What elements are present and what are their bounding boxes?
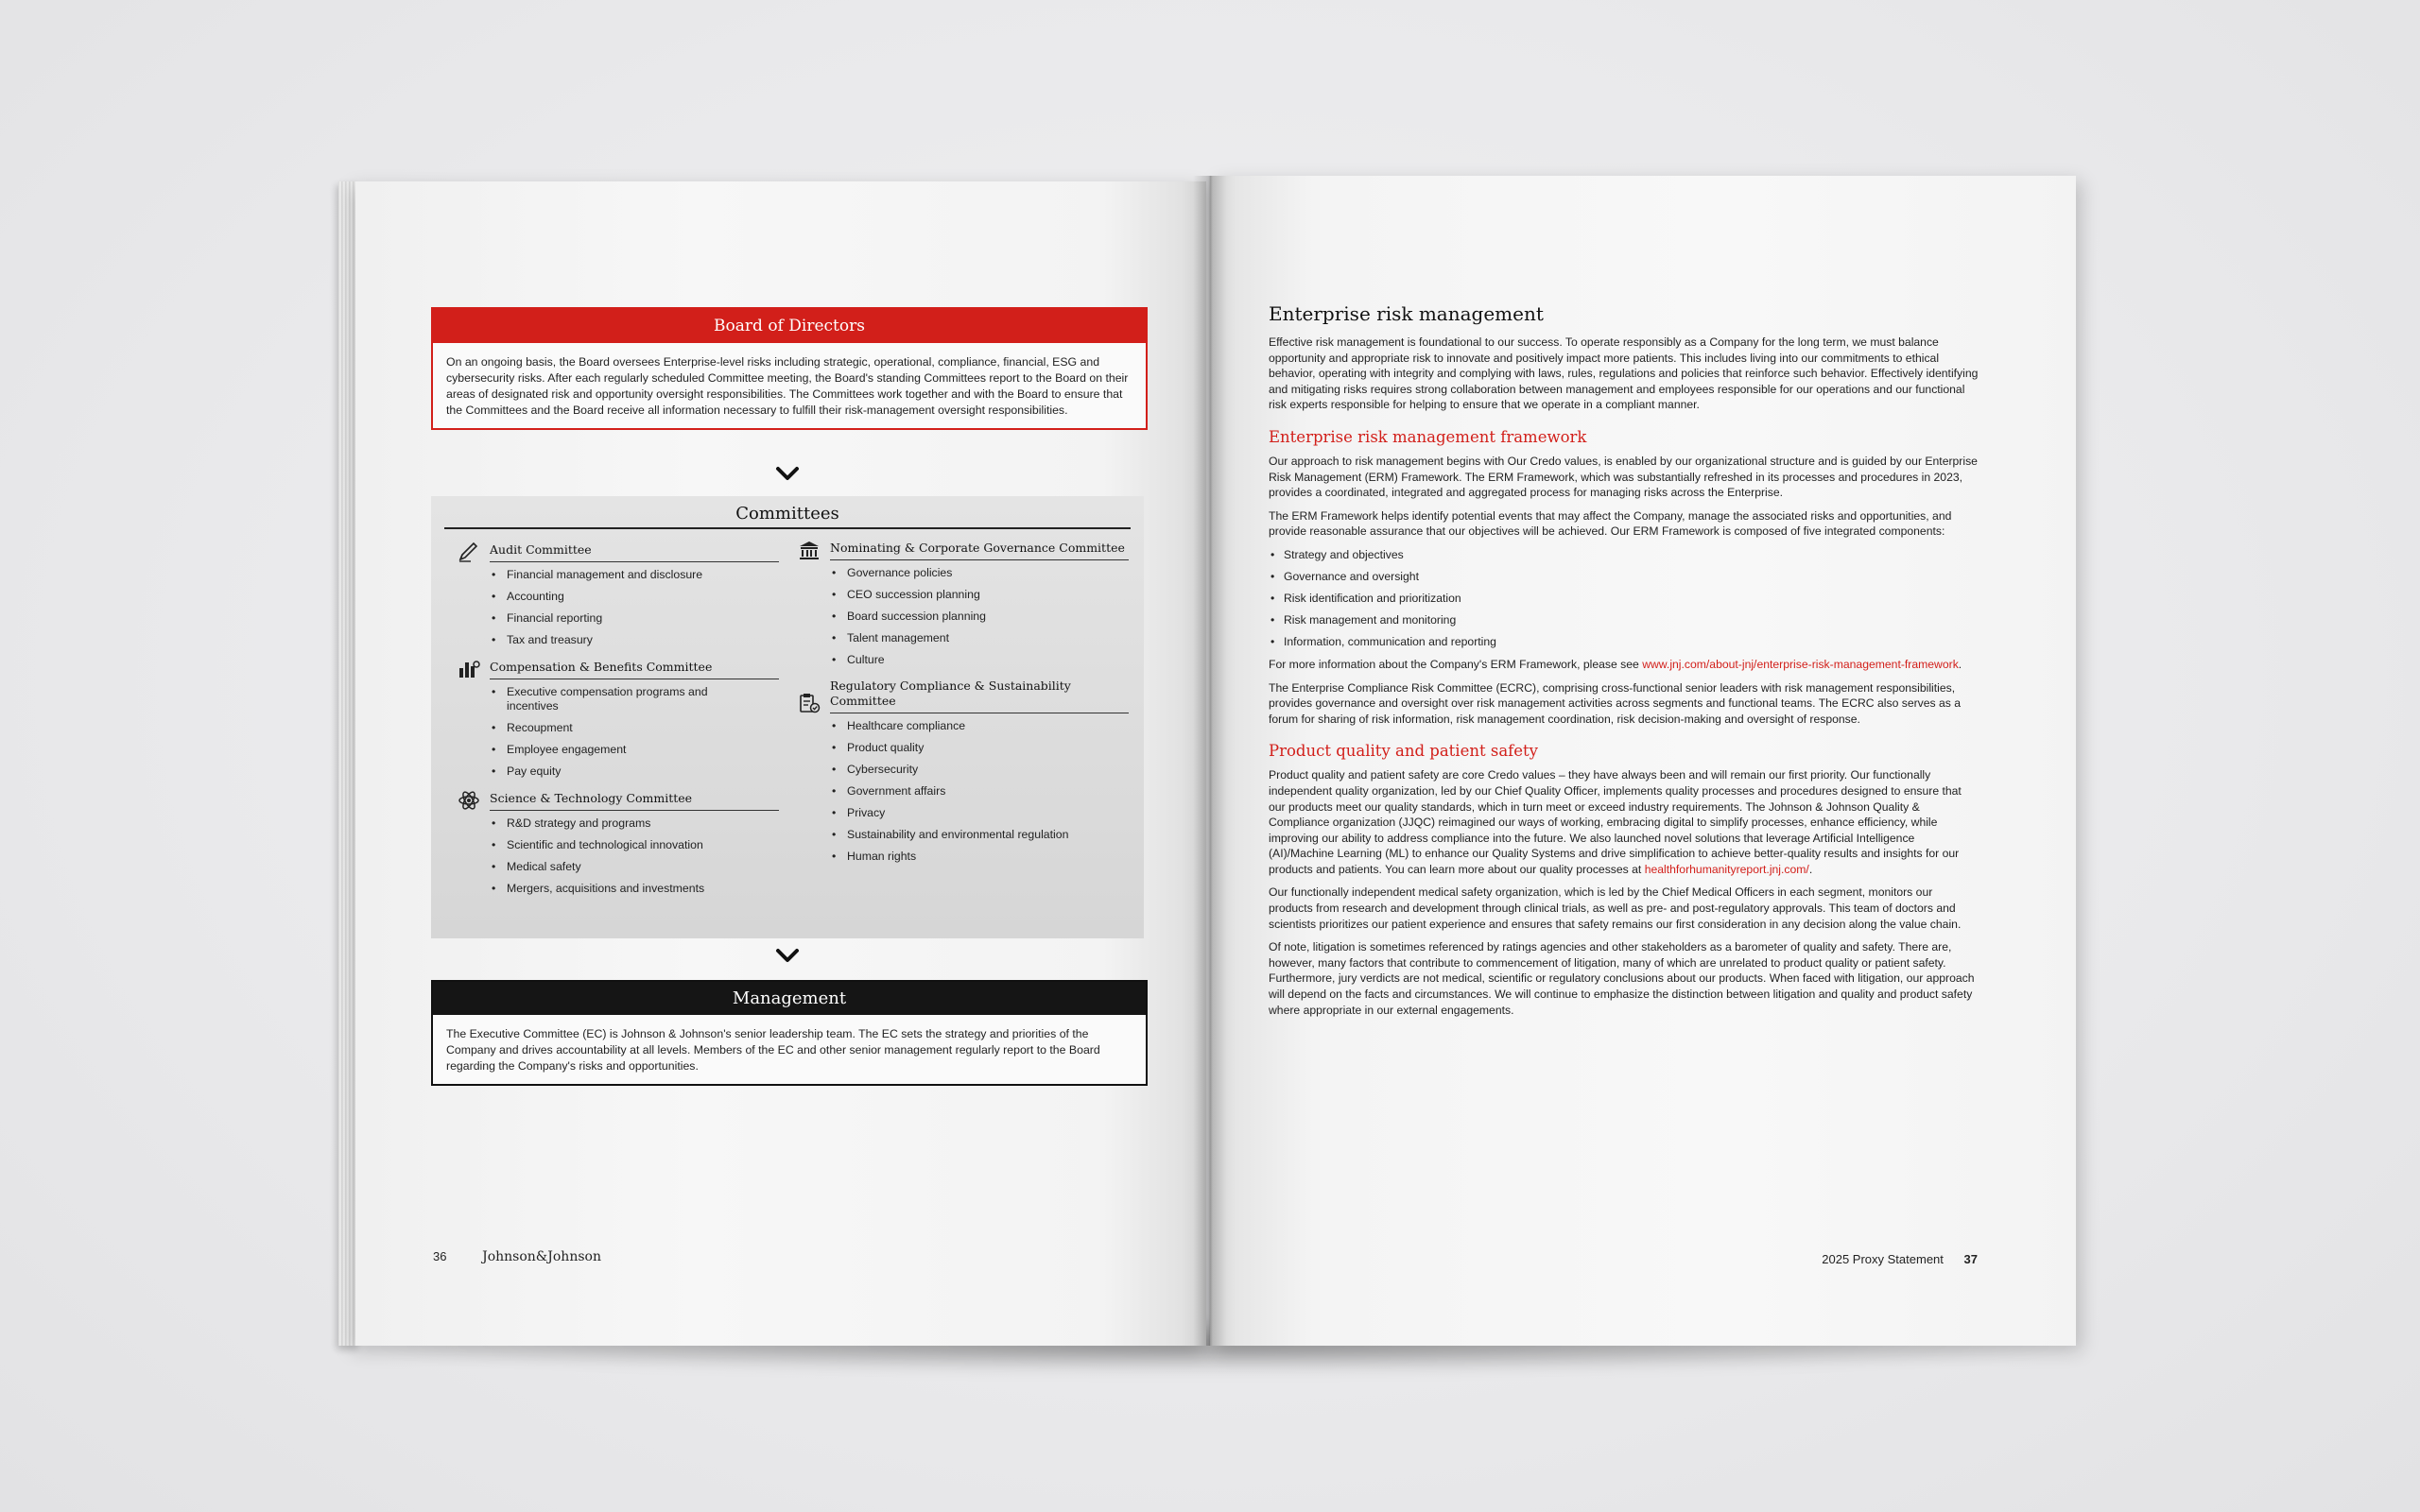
chevron-down-icon	[774, 943, 801, 970]
erm-framework-link[interactable]: www.jnj.com/about-jnj/enterprise-risk-management-framework	[1642, 657, 1959, 671]
right-page	[1210, 176, 2076, 1346]
committees-title: Committees	[444, 504, 1131, 529]
science-committee-name: Science & Technology Committee	[490, 791, 779, 811]
list-item: • Sustainability and environmental regulation	[830, 828, 1129, 842]
product-quality-heading: Product quality and patient safety	[1269, 742, 1538, 761]
list-item: • Recoupment	[490, 721, 779, 735]
nominating-committee-name: Nominating & Corporate Governance Committee	[830, 541, 1129, 560]
board-title: Board of Directors	[433, 309, 1146, 343]
bar-chart-icon	[458, 659, 480, 679]
erm-paragraph-1: Our approach to risk management begins with Our Credo values, is enabled by our organizational structure and is guided by our Enterprise Risk Management (ERM) Framework. The ERM Framework, which was substantially refreshed in its processes and procedures in 2023, provides a coordinated, integrated and aggregated process for managing risks across the Enterprise.	[1269, 454, 1978, 500]
list-item: • Accounting	[490, 590, 779, 604]
list-item: • Board succession planning	[830, 610, 1129, 624]
intro-paragraph: Effective risk management is foundational to our success. To operate responsibly as a Company for the long term, we must balance opportunity and appropriate risk to innovate and positively impact more patients. This includes living into our commitments to ethical behavior, operating with integrity and complying with laws, rules, regulations and policies that reinforce such behavior. Effectively identifying and mitigating risks requires strong collaboration between management and employees responsible for our operations and our functional risk experts responsible for helping to ensure that we operate in a compliant manner.	[1269, 335, 1979, 412]
chevron-down-icon	[774, 461, 801, 488]
list-item: • Strategy and objectives	[1269, 547, 1979, 562]
committees-panel	[431, 496, 1144, 938]
list-item: • Medical safety	[490, 860, 779, 874]
building-icon	[798, 540, 821, 560]
clipboard-check-icon	[798, 693, 821, 713]
board-text: On an ongoing basis, the Board oversees Enterprise-level risks including strategic, operational, compliance, financial, ESG and cybersecurity risks. After each regularly scheduled Committee meeting, the Board's standing Committees report to the Board on their areas of designated risk and opportunity oversight responsibilities. The Committees work together and with the Board to ensure that the Committees and the Board receive all information necessary to fulfill their risk-management oversight responsibilities.	[446, 355, 1129, 417]
health-for-humanity-link[interactable]: healthforhumanityreport.jnj.com/	[1644, 862, 1809, 876]
erm-framework-heading: Enterprise risk management framework	[1269, 427, 1587, 446]
compensation-committee-name: Compensation & Benefits Committee	[490, 660, 779, 679]
list-item: • Risk management and monitoring	[1269, 612, 1979, 627]
page-number: 36	[433, 1249, 447, 1263]
left-page	[355, 181, 1206, 1346]
list-item: • Talent management	[830, 631, 1129, 645]
list-item: • Culture	[830, 653, 1129, 667]
list-item: • Government affairs	[830, 784, 1129, 799]
list-item: • Mergers, acquisitions and investments	[490, 882, 779, 896]
list-item: • Privacy	[830, 806, 1129, 820]
management-box	[431, 980, 1148, 1086]
page-title: Enterprise risk management	[1269, 302, 1544, 325]
list-item: • Healthcare compliance	[830, 719, 1129, 733]
list-item: • Financial management and disclosure	[490, 568, 779, 582]
list-item: • Cybersecurity	[830, 763, 1129, 777]
right-page-content	[1269, 302, 1979, 1025]
committees-left-column	[458, 541, 779, 907]
list-item: • Governance and oversight	[1269, 569, 1979, 584]
quality-paragraph-2: Our functionally independent medical safety organization, which is led by the Chief Medical Officers in each segment, monitors our products from research and development through clinical trials, as well as pre- and post-regulatory approvals. This team of doctors and scientists prioritizes our patient experience and ensures that safety remains our first consideration in any decision along the value chain.	[1269, 885, 1962, 931]
management-title: Management	[433, 982, 1146, 1015]
list-item: • Tax and treasury	[490, 633, 779, 647]
quality-paragraph-1	[1269, 767, 1979, 877]
list-item: • Product quality	[830, 741, 1129, 755]
page-number: 37	[1963, 1252, 1978, 1266]
compensation-committee	[458, 659, 779, 779]
book-gutter	[1193, 176, 1227, 1346]
audit-committee-name: Audit Committee	[490, 542, 779, 562]
list-item: • Executive compensation programs and incentives	[490, 685, 724, 713]
list-item: • Employee engagement	[490, 743, 779, 757]
list-item: • Human rights	[830, 850, 1129, 864]
right-footer	[1822, 1252, 1978, 1266]
list-item: • Governance policies	[830, 566, 1129, 580]
regulatory-committee-name: Regulatory Compliance & Sustainability Committee	[830, 679, 1129, 713]
erm-more-info	[1269, 657, 1979, 673]
quality-text: Product quality and patient safety are core Credo values – they have always been and will remain our first priority. Our functionally independent quality organization, led by our Chief Quality Officer, implements quality processes and procedures designed to ensure that our products meet our quality standards, which in turn meet or exceed industry requirements. The Johnson & Johnson Quality & Compliance organization (JJQC) reimagined our ways of working, embracing digital to simplify processes, enhance efficiency, while improving our ability to address compliance into the future. We also launched novel solutions that leverage Artificial Intelligence (AI)/Machine Learning (ML) to enhance our Quality Systems and drive simplification to achieve better-quality results and insights for our products and patients. You can learn more about our quality processes at	[1269, 768, 1962, 876]
list-item: • Scientific and technological innovation	[490, 838, 779, 852]
audit-committee	[458, 541, 779, 647]
list-item: • CEO succession planning	[830, 588, 1129, 602]
quality-paragraph-3: Of note, litigation is sometimes referenced by ratings agencies and other stakeholders as a barometer of quality and safety. There are, however, many factors that contribute to commencement of litigation, many of which are unrelated to product quality or patient safety. Furthermore, jury verdicts are not medical, scientific or regulatory conclusions about our products. When faced with litigation, our approach will depend on the facts and circumstances. We will continue to emphasize the distinction between litigation and quality and product safety where appropriate in our external engagements.	[1269, 940, 1975, 1017]
list-item: • Information, communication and reporting	[1269, 634, 1979, 649]
board-of-directors-box	[431, 307, 1148, 430]
footer-label: 2025 Proxy Statement	[1822, 1252, 1944, 1266]
management-text: The Executive Committee (EC) is Johnson & Johnson's senior leadership team. The EC sets the strategy and priorities of the Company and drives accountability at all levels. Members of the EC and other senior management regularly report to the Board regarding the Company's risks and opportunities.	[446, 1027, 1100, 1073]
science-committee	[458, 790, 779, 896]
more-info-text: For more information about the Company's ERM Framework, please see	[1269, 657, 1639, 671]
erm-components-list	[1269, 547, 1979, 649]
atom-icon	[458, 790, 480, 811]
committees-right-column	[798, 540, 1129, 875]
erm-paragraph-2: The ERM Framework helps identify potential events that may affect the Company, manage the associated risks and opportunities, and provide reasonable assurance that our objectives will be achieved. Our ERM Framework is composed of five integrated components:	[1269, 508, 1952, 539]
list-item: • Pay equity	[490, 765, 779, 779]
period: .	[1808, 862, 1813, 876]
brand-logo: Johnson&Johnson	[482, 1249, 601, 1264]
list-item: • Financial reporting	[490, 611, 779, 626]
left-footer	[433, 1249, 601, 1264]
list-item: • Risk identification and prioritization	[1269, 591, 1979, 606]
pen-icon	[458, 541, 480, 562]
ecrc-paragraph: The Enterprise Compliance Risk Committee (ECRC), comprising cross-functional senior leaders with risk management responsibilities, provides governance and oversight over risk management activities across segments and functional teams. The ECRC also serves as a forum for sharing of risk information, risk management coordination, risk decision-making and oversight of response.	[1269, 680, 1962, 726]
regulatory-committee	[798, 679, 1129, 864]
nominating-committee	[798, 540, 1129, 667]
list-item: • R&D strategy and programs	[490, 816, 779, 831]
period: .	[1958, 657, 1962, 671]
